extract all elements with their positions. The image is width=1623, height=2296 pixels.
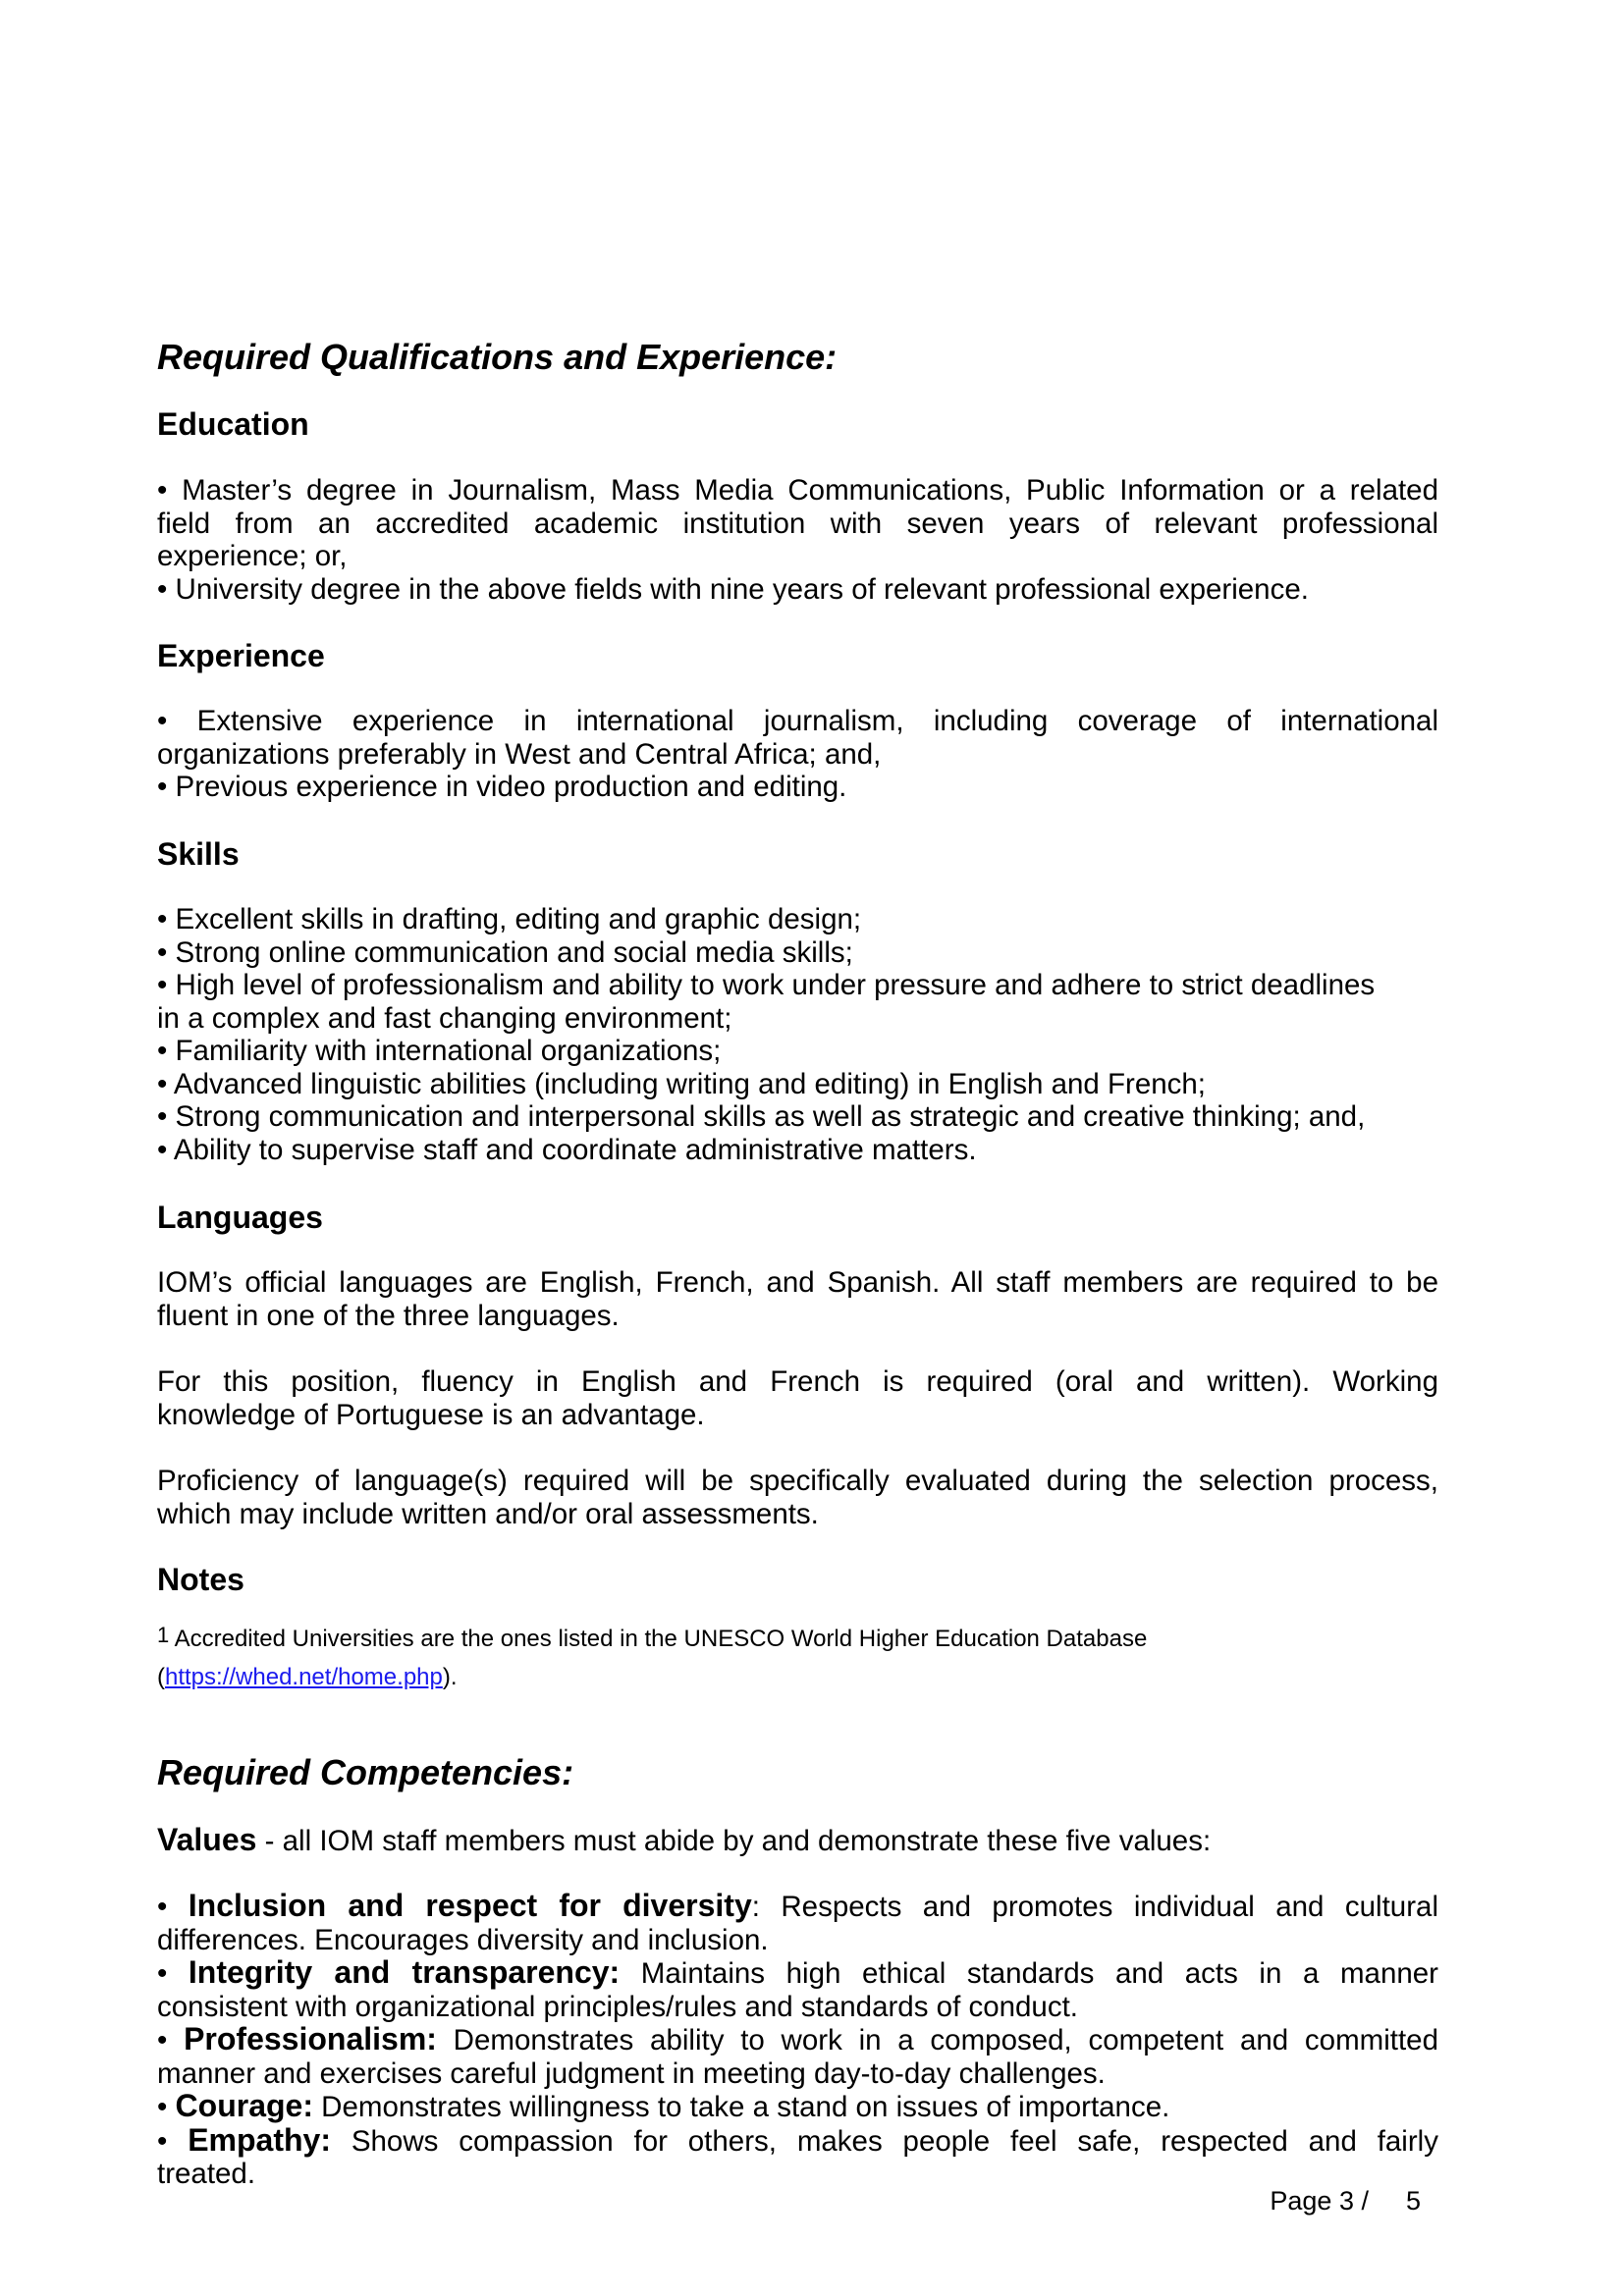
education-list bbox=[157, 474, 1438, 606]
values-list bbox=[157, 1890, 1438, 2191]
value-name: Inclusion and respect for diversity bbox=[188, 1888, 752, 1923]
value-name: Courage: bbox=[175, 2088, 313, 2123]
notes-title: Notes bbox=[157, 1562, 244, 1597]
languages-line: knowledge of Portuguese is an advantage. bbox=[157, 1398, 705, 1431]
bullet: • bbox=[157, 2124, 189, 2158]
qualifications-heading: Required Qualifications and Experience: bbox=[157, 337, 838, 377]
value-name: Empathy: bbox=[188, 2121, 331, 2158]
skills-item: • Ability to supervise staff and coordinate administrative matters. bbox=[157, 1133, 977, 1166]
value-item bbox=[157, 2090, 1438, 2124]
competencies-heading: Required Competencies: bbox=[157, 1752, 574, 1792]
skills-item: in a complex and fast changing environment; bbox=[157, 1001, 732, 1035]
value-item bbox=[157, 2121, 1438, 2159]
languages-line: IOM’s official languages are English, French, and Spanish. All staff members are required to be bbox=[157, 1266, 1438, 1299]
page-label: Page 3 / bbox=[1270, 2186, 1369, 2216]
skills-item: • Strong communication and interpersonal skills as well as strategic and creative thinking; and, bbox=[157, 1100, 1366, 1133]
skills-list bbox=[157, 903, 1438, 1166]
value-desc-cont: manner and exercises careful judgment in meeting day-to-day challenges. bbox=[157, 2056, 1106, 2090]
values-label: Values bbox=[157, 1822, 257, 1857]
page-number bbox=[1270, 2186, 1421, 2216]
footnote-link-line bbox=[157, 1661, 458, 1693]
value-item bbox=[157, 2023, 1438, 2057]
bullet: • bbox=[157, 2024, 185, 2056]
education-line: • Master’s degree in Journalism, Mass Media Communications, Public Information or a related bbox=[157, 474, 1438, 507]
footnote bbox=[157, 1623, 1147, 1655]
languages-paragraph-2 bbox=[157, 1365, 1438, 1431]
education-title: Education bbox=[157, 406, 309, 442]
value-desc: Maintains high ethical standards and acts in a manner bbox=[620, 1957, 1438, 1990]
education-line: field from an accredited academic institution with seven years of relevant professional bbox=[157, 507, 1438, 540]
value-name: Professionalism: bbox=[184, 2021, 437, 2056]
value-name: Integrity and transparency: bbox=[188, 1954, 621, 1990]
footnote-number: 1 bbox=[157, 1623, 170, 1647]
experience-line: organizations preferably in West and Central Africa; and, bbox=[157, 737, 882, 771]
education-line: experience; or, bbox=[157, 540, 348, 572]
value-sep: : bbox=[751, 1891, 760, 1923]
values-intro-text: - all IOM staff members must abide by and demonstrate these five values: bbox=[256, 1825, 1212, 1857]
skills-item: • High level of professionalism and ability to work under pressure and adhere to strict deadlines bbox=[157, 969, 1376, 1001]
value-desc: Respects and promotes individual and cultural bbox=[759, 1891, 1438, 1923]
value-desc-cont: consistent with organizational principles/rules and standards of conduct. bbox=[157, 1990, 1078, 2023]
value-desc: Demonstrates ability to work in a composed, competent and committed bbox=[436, 2024, 1438, 2056]
total-pages: 5 bbox=[1405, 2186, 1421, 2216]
skills-title: Skills bbox=[157, 836, 240, 872]
experience-list bbox=[157, 705, 1438, 804]
languages-line: For this position, fluency in English and French is required (oral and written). Working bbox=[157, 1365, 1438, 1398]
languages-line: which may include written and/or oral assessments. bbox=[157, 1497, 819, 1530]
languages-title: Languages bbox=[157, 1200, 323, 1235]
value-desc: Demonstrates willingness to take a stand on issues of importance. bbox=[312, 2091, 1170, 2123]
value-item bbox=[157, 1890, 1438, 1924]
value-desc-cont: differences. Encourages diversity and inclusion. bbox=[157, 1923, 769, 1956]
languages-line: Proficiency of language(s) required will be specifically evaluated during the selection process, bbox=[157, 1465, 1438, 1497]
value-desc-cont: treated. bbox=[157, 2158, 256, 2190]
experience-line: • Extensive experience in international journalism, including coverage of international bbox=[157, 705, 1438, 737]
value-desc: Shows compassion for others, makes people feel safe, respected and fairly bbox=[330, 2124, 1438, 2158]
bullet: • bbox=[157, 2091, 176, 2123]
skills-item: • Strong online communication and social media skills; bbox=[157, 935, 853, 969]
skills-item: • Advanced linguistic abilities (including writing and editing) in English and French; bbox=[157, 1067, 1207, 1100]
experience-title: Experience bbox=[157, 638, 325, 673]
value-item bbox=[157, 1956, 1438, 1991]
skills-item: • Familiarity with international organizations; bbox=[157, 1035, 722, 1067]
footnote-link-close: ). bbox=[442, 1664, 458, 1690]
footnote-link-open: ( bbox=[157, 1664, 165, 1690]
values-intro bbox=[157, 1824, 1438, 1858]
whed-link[interactable]: https://whed.net/home.php bbox=[165, 1664, 443, 1690]
languages-line: fluent in one of the three languages. bbox=[157, 1299, 620, 1332]
experience-line: • Previous experience in video production and editing. bbox=[157, 771, 847, 803]
languages-paragraph-1 bbox=[157, 1266, 1438, 1332]
bullet: • bbox=[157, 1957, 189, 1990]
education-line: • University degree in the above fields with nine years of relevant professional experience. bbox=[157, 572, 1309, 606]
footnote-text: Accredited Universities are the ones listed in the UNESCO World Higher Education Database bbox=[169, 1626, 1148, 1652]
skills-item: • Excellent skills in drafting, editing and graphic design; bbox=[157, 903, 862, 935]
languages-paragraph-3 bbox=[157, 1465, 1438, 1530]
bullet: • bbox=[157, 1891, 189, 1923]
